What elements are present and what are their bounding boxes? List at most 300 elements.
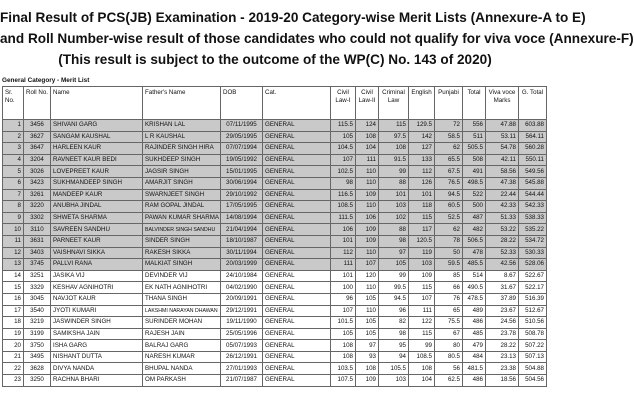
result-title-line-2: and Roll Number-wise result of those candidates who could not qualify for viva voce (Annexure-F) [0, 31, 634, 46]
civil-law-1-cell: 107 [331, 154, 356, 166]
dob-cell: 14/08/1994 [221, 212, 263, 224]
punjabi-cell: 58.5 [435, 131, 463, 143]
punjabi-cell: 94.5 [435, 189, 463, 201]
father-name-cell: RAKESH SIKKA [143, 247, 221, 259]
roll-no-cell: 3456 [24, 120, 51, 132]
punjabi-cell: 62 [435, 224, 463, 236]
table-row [3, 282, 547, 294]
civil-law-2-cell: 109 [356, 375, 379, 387]
name-cell: HARLEEN KAUR [51, 143, 143, 155]
civil-law-1-cell: 107.5 [331, 375, 356, 387]
civil-law-1-cell: 100 [331, 282, 356, 294]
roll-no-cell: 3204 [24, 154, 51, 166]
punjabi-cell: 75.5 [435, 317, 463, 329]
criminal-law-cell: 103 [379, 201, 409, 213]
name-cell: JASIKA VIJ [51, 270, 143, 282]
roll-no-cell: 3423 [24, 177, 51, 189]
viva-voce-cell: 53.11 [486, 131, 519, 143]
total-cell: 478 [463, 247, 486, 259]
dob-cell: 20/09/1991 [221, 293, 263, 305]
total-cell: 498.5 [463, 177, 486, 189]
total-cell: 484 [463, 351, 486, 363]
civil-law-2-cell: 110 [356, 177, 379, 189]
name-cell: PALLVI RANA [51, 259, 143, 271]
category-cell: GENERAL [263, 317, 331, 329]
category-cell: GENERAL [263, 166, 331, 178]
category-cell: GENERAL [263, 247, 331, 259]
section-title: General Category - Merit List [2, 77, 90, 84]
dob-cell: 07/11/1995 [221, 120, 263, 132]
civil-law-2-cell: 105 [356, 328, 379, 340]
table-row [3, 351, 547, 363]
sr-no-cell: 17 [3, 305, 24, 317]
civil-law-2-cell: 109 [356, 235, 379, 247]
civil-law-1-cell: 112 [331, 247, 356, 259]
table-row [3, 131, 547, 143]
table-row [3, 293, 547, 305]
father-name-cell: BALVINDER SINGH SANDHU [143, 224, 221, 236]
civil-law-2-cell: 124 [356, 120, 379, 132]
sr-no-cell: 9 [3, 212, 24, 224]
punjabi-cell: 65.5 [435, 154, 463, 166]
viva-voce-cell: 53.22 [486, 224, 519, 236]
result-title-line-3: (This result is subject to the outcome of the WP(C) No. 143 of 2020) [58, 52, 492, 67]
punjabi-cell: 59.5 [435, 259, 463, 271]
name-cell: SUKHMANDEEP SINGH [51, 177, 143, 189]
english-cell: 109 [409, 270, 435, 282]
punjabi-cell: 62.5 [435, 375, 463, 387]
english-cell: 108.5 [409, 351, 435, 363]
father-name-cell: DEVINDER VIJ [143, 270, 221, 282]
dob-cell: 29/10/1992 [221, 189, 263, 201]
sr-no-cell: 6 [3, 177, 24, 189]
viva-voce-cell: 31.67 [486, 282, 519, 294]
roll-no-cell: 3219 [24, 317, 51, 329]
sr-no-cell: 7 [3, 189, 24, 201]
category-cell: GENERAL [263, 212, 331, 224]
viva-voce-cell: 23.38 [486, 363, 519, 375]
english-cell: 115 [409, 212, 435, 224]
punjabi-cell: 66 [435, 282, 463, 294]
category-cell: GENERAL [263, 120, 331, 132]
english-cell: 142 [409, 131, 435, 143]
civil-law-1-cell: 116.5 [331, 189, 356, 201]
total-cell: 486 [463, 317, 486, 329]
civil-law-2-cell: 93 [356, 351, 379, 363]
english-cell: 115 [409, 282, 435, 294]
category-cell: GENERAL [263, 351, 331, 363]
name-cell: NISHANT DUTTA [51, 351, 143, 363]
civil-law-2-cell: 105 [356, 317, 379, 329]
civil-law-1-cell: 105 [331, 328, 356, 340]
sr-no-cell: 13 [3, 259, 24, 271]
name-cell: PARNEET KAUR [51, 235, 143, 247]
total-cell: 486 [463, 375, 486, 387]
grand-total-cell: 504.56 [519, 375, 547, 387]
dob-cell: 19/05/1992 [221, 154, 263, 166]
civil-law-2-cell: 106 [356, 212, 379, 224]
viva-voce-cell: 23.78 [486, 328, 519, 340]
category-cell: GENERAL [263, 131, 331, 143]
sr-no-cell: 5 [3, 166, 24, 178]
english-cell: 103 [409, 259, 435, 271]
grand-total-cell: 560.28 [519, 143, 547, 155]
civil-law-2-cell: 108 [356, 363, 379, 375]
name-cell: RACHNA BHARI [51, 375, 143, 387]
roll-no-cell: 3745 [24, 259, 51, 271]
name-cell: RAVNEET KAUR BEDI [51, 154, 143, 166]
father-name-cell: OM PARKASH [143, 375, 221, 387]
total-cell: 482 [463, 224, 486, 236]
sr-no-cell: 1 [3, 120, 24, 132]
sr-no-cell: 11 [3, 235, 24, 247]
roll-no-cell: 3540 [24, 305, 51, 317]
civil-law-1-cell: 111.5 [331, 212, 356, 224]
english-cell: 111 [409, 305, 435, 317]
punjabi-cell: 65 [435, 305, 463, 317]
category-cell: GENERAL [263, 235, 331, 247]
sr-no-cell: 2 [3, 131, 24, 143]
criminal-law-cell: 98 [379, 328, 409, 340]
criminal-law-cell: 97.5 [379, 131, 409, 143]
criminal-law-cell: 102 [379, 212, 409, 224]
column-header: Criminal Law [379, 87, 409, 120]
civil-law-2-cell: 110 [356, 282, 379, 294]
table-row [3, 305, 547, 317]
english-cell: 122 [409, 317, 435, 329]
criminal-law-cell: 99 [379, 166, 409, 178]
name-cell: JASWINDER SINGH [51, 317, 143, 329]
viva-voce-cell: 22.44 [486, 189, 519, 201]
total-cell: 485.5 [463, 259, 486, 271]
criminal-law-cell: 99 [379, 270, 409, 282]
sr-no-cell: 8 [3, 201, 24, 213]
viva-voce-cell: 24.56 [486, 317, 519, 329]
name-cell: ISHA GARG [51, 340, 143, 352]
category-cell: GENERAL [263, 143, 331, 155]
english-cell: 104 [409, 375, 435, 387]
table-row [3, 154, 547, 166]
table-row [3, 189, 547, 201]
dob-cell: 15/01/1995 [221, 166, 263, 178]
name-cell: JYOTI KUMARI [51, 305, 143, 317]
name-cell: ANUBHA JINDAL [51, 201, 143, 213]
dob-cell: 07/07/1994 [221, 143, 263, 155]
column-header: DOB [221, 87, 263, 120]
table-row [3, 259, 547, 271]
roll-no-cell: 3750 [24, 340, 51, 352]
punjabi-cell: 85 [435, 270, 463, 282]
total-cell: 514 [463, 270, 486, 282]
grand-total-cell: 512.67 [519, 305, 547, 317]
name-cell: DIVYA NANDA [51, 363, 143, 375]
dob-cell: 05/07/1993 [221, 340, 263, 352]
roll-no-cell: 3261 [24, 189, 51, 201]
sr-no-cell: 23 [3, 375, 24, 387]
column-header: Punjabi [435, 87, 463, 120]
father-name-cell: L R KAUSHAL [143, 131, 221, 143]
civil-law-2-cell: 108 [356, 131, 379, 143]
table-row [3, 328, 547, 340]
category-cell: GENERAL [263, 375, 331, 387]
civil-law-2-cell: 104 [356, 143, 379, 155]
criminal-law-cell: 96 [379, 305, 409, 317]
english-cell: 119 [409, 247, 435, 259]
viva-voce-cell: 51.33 [486, 212, 519, 224]
father-name-cell: RAJESH JAIN [143, 328, 221, 340]
dob-cell: 27/01/1993 [221, 363, 263, 375]
punjabi-cell: 62 [435, 143, 463, 155]
viva-voce-cell: 18.56 [486, 375, 519, 387]
roll-no-cell: 3647 [24, 143, 51, 155]
dob-cell: 18/10/1987 [221, 235, 263, 247]
column-header: G. Total [519, 87, 547, 120]
total-cell: 500 [463, 201, 486, 213]
column-header: Cat. [263, 87, 331, 120]
category-cell: GENERAL [263, 363, 331, 375]
total-cell: 489 [463, 305, 486, 317]
grand-total-cell: 504.88 [519, 363, 547, 375]
dob-cell: 20/03/1999 [221, 259, 263, 271]
father-name-cell: PAWAN KUMAR SHARMA [143, 212, 221, 224]
punjabi-cell: 50 [435, 247, 463, 259]
table-row [3, 363, 547, 375]
column-header: Sr. No. [3, 87, 24, 120]
viva-voce-cell: 23.13 [486, 351, 519, 363]
total-cell: 481.5 [463, 363, 486, 375]
name-cell: SHIVANI GARG [51, 120, 143, 132]
merit-list-table [2, 86, 547, 387]
viva-voce-cell: 8.67 [486, 270, 519, 282]
criminal-law-cell: 95 [379, 340, 409, 352]
punjabi-cell: 72 [435, 120, 463, 132]
sr-no-cell: 16 [3, 293, 24, 305]
dob-cell: 17/05/1995 [221, 201, 263, 213]
grand-total-cell: 522.67 [519, 270, 547, 282]
name-cell: NAVJOT KAUR [51, 293, 143, 305]
category-cell: GENERAL [263, 305, 331, 317]
civil-law-1-cell: 115.5 [331, 120, 356, 132]
name-cell: SHWETA SHARMA [51, 212, 143, 224]
viva-voce-cell: 47.38 [486, 177, 519, 189]
viva-voce-cell: 42.56 [486, 259, 519, 271]
total-cell: 508 [463, 154, 486, 166]
total-cell: 485 [463, 328, 486, 340]
category-cell: GENERAL [263, 282, 331, 294]
viva-voce-cell: 37.89 [486, 293, 519, 305]
roll-no-cell: 3110 [24, 224, 51, 236]
father-name-cell: THANA SINGH [143, 293, 221, 305]
criminal-law-cell: 98 [379, 235, 409, 247]
dob-cell: 24/10/1984 [221, 270, 263, 282]
category-cell: GENERAL [263, 201, 331, 213]
sr-no-cell: 19 [3, 328, 24, 340]
criminal-law-cell: 94.5 [379, 293, 409, 305]
column-header: Roll No. [24, 87, 51, 120]
merit-list-frame [2, 86, 546, 416]
civil-law-2-cell: 109 [356, 224, 379, 236]
grand-total-cell: 530.33 [519, 247, 547, 259]
punjabi-cell: 67 [435, 328, 463, 340]
dob-cell: 25/05/1996 [221, 328, 263, 340]
english-cell: 112 [409, 166, 435, 178]
criminal-law-cell: 103 [379, 375, 409, 387]
roll-no-cell: 3329 [24, 282, 51, 294]
civil-law-1-cell: 101 [331, 235, 356, 247]
roll-no-cell: 3220 [24, 201, 51, 213]
punjabi-cell: 80 [435, 340, 463, 352]
total-cell: 511 [463, 131, 486, 143]
total-cell: 505.5 [463, 143, 486, 155]
column-header: Civil Law-I [331, 87, 356, 120]
viva-voce-cell: 47.88 [486, 120, 519, 132]
sr-no-cell: 4 [3, 154, 24, 166]
roll-no-cell: 3251 [24, 270, 51, 282]
dob-cell: 30/06/1994 [221, 177, 263, 189]
english-cell: 117 [409, 224, 435, 236]
father-name-cell: SINDER SINGH [143, 235, 221, 247]
civil-law-1-cell: 105 [331, 131, 356, 143]
father-name-cell: EK NATH AGNIHOTRI [143, 282, 221, 294]
name-cell: SANGAM KAUSHAL [51, 131, 143, 143]
dob-cell: 21/07/1987 [221, 375, 263, 387]
roll-no-cell: 3045 [24, 293, 51, 305]
civil-law-1-cell: 101.5 [331, 317, 356, 329]
table-row [3, 270, 547, 282]
column-header: English [409, 87, 435, 120]
name-cell: SAMIKSHA JAIN [51, 328, 143, 340]
civil-law-2-cell: 120 [356, 270, 379, 282]
civil-law-2-cell: 110 [356, 166, 379, 178]
dob-cell: 29/05/1995 [221, 131, 263, 143]
punjabi-cell: 56 [435, 363, 463, 375]
father-name-cell: SUKHDEEP SINGH [143, 154, 221, 166]
father-name-cell: NARESH KUMAR [143, 351, 221, 363]
grand-total-cell: 535.22 [519, 224, 547, 236]
father-name-cell: BALRAJ GARG [143, 340, 221, 352]
table-row [3, 177, 547, 189]
criminal-law-cell: 91.5 [379, 154, 409, 166]
civil-law-1-cell: 107 [331, 305, 356, 317]
father-name-cell: LAKSHMI NARAYAN DHAWAN [143, 305, 221, 317]
total-cell: 522 [463, 189, 486, 201]
civil-law-1-cell: 101 [331, 270, 356, 282]
total-cell: 479 [463, 340, 486, 352]
grand-total-cell: 538.33 [519, 212, 547, 224]
total-cell: 490.5 [463, 282, 486, 294]
criminal-law-cell: 82 [379, 317, 409, 329]
dob-cell: 21/04/1994 [221, 224, 263, 236]
punjabi-cell: 78 [435, 235, 463, 247]
category-cell: GENERAL [263, 224, 331, 236]
category-cell: GENERAL [263, 177, 331, 189]
sr-no-cell: 14 [3, 270, 24, 282]
table-row [3, 375, 547, 387]
column-header: Father's Name [143, 87, 221, 120]
sr-no-cell: 21 [3, 351, 24, 363]
viva-voce-cell: 52.33 [486, 247, 519, 259]
table-row [3, 317, 547, 329]
civil-law-1-cell: 111 [331, 259, 356, 271]
civil-law-2-cell: 110 [356, 247, 379, 259]
civil-law-1-cell: 108.5 [331, 201, 356, 213]
roll-no-cell: 3250 [24, 375, 51, 387]
name-cell: LOVEPREET KAUR [51, 166, 143, 178]
table-row [3, 247, 547, 259]
viva-voce-cell: 54.78 [486, 143, 519, 155]
column-header: Viva voce Marks [486, 87, 519, 120]
result-title-line-1: Final Result of PCS(JB) Examination - 2019-20 Category-wise Merit Lists (Annexure-A to E) [0, 10, 586, 25]
criminal-law-cell: 115 [379, 120, 409, 132]
grand-total-cell: 549.56 [519, 166, 547, 178]
viva-voce-cell: 42.33 [486, 201, 519, 213]
name-cell: VAISHNAVI SIKKA [51, 247, 143, 259]
grand-total-cell: 507.22 [519, 340, 547, 352]
father-name-cell: AMARJIT SINGH [143, 177, 221, 189]
table-row [3, 201, 547, 213]
category-cell: GENERAL [263, 270, 331, 282]
grand-total-cell: 603.88 [519, 120, 547, 132]
civil-law-2-cell: 107 [356, 259, 379, 271]
grand-total-cell: 510.56 [519, 317, 547, 329]
civil-law-2-cell: 110 [356, 305, 379, 317]
criminal-law-cell: 105.5 [379, 363, 409, 375]
grand-total-cell: 564.11 [519, 131, 547, 143]
dob-cell: 26/12/1991 [221, 351, 263, 363]
dob-cell: 19/11/1990 [221, 317, 263, 329]
civil-law-1-cell: 104.5 [331, 143, 356, 155]
name-cell: KESHAV AGNIHOTRI [51, 282, 143, 294]
table-row [3, 120, 547, 132]
roll-no-cell: 3495 [24, 351, 51, 363]
sr-no-cell: 20 [3, 340, 24, 352]
category-cell: GENERAL [263, 328, 331, 340]
grand-total-cell: 550.11 [519, 154, 547, 166]
english-cell: 107 [409, 293, 435, 305]
civil-law-2-cell: 109 [356, 189, 379, 201]
table-row [3, 224, 547, 236]
punjabi-cell: 76.5 [435, 177, 463, 189]
grand-total-cell: 507.13 [519, 351, 547, 363]
roll-no-cell: 3631 [24, 235, 51, 247]
criminal-law-cell: 88 [379, 177, 409, 189]
table-body [3, 120, 547, 387]
punjabi-cell: 76 [435, 293, 463, 305]
roll-no-cell: 3628 [24, 363, 51, 375]
roll-no-cell: 3302 [24, 212, 51, 224]
civil-law-2-cell: 105 [356, 293, 379, 305]
criminal-law-cell: 97 [379, 247, 409, 259]
civil-law-2-cell: 97 [356, 340, 379, 352]
sr-no-cell: 18 [3, 317, 24, 329]
column-header: Civil Law-II [356, 87, 379, 120]
english-cell: 99 [409, 340, 435, 352]
category-cell: GENERAL [263, 259, 331, 271]
punjabi-cell: 60.5 [435, 201, 463, 213]
grand-total-cell: 542.33 [519, 201, 547, 213]
table-row [3, 235, 547, 247]
table-row [3, 143, 547, 155]
sr-no-cell: 10 [3, 224, 24, 236]
viva-voce-cell: 23.67 [486, 305, 519, 317]
total-cell: 506.5 [463, 235, 486, 247]
english-cell: 126 [409, 177, 435, 189]
father-name-cell: MALKIAT SINGH [143, 259, 221, 271]
sr-no-cell: 3 [3, 143, 24, 155]
civil-law-1-cell: 96 [331, 293, 356, 305]
total-cell: 478.5 [463, 293, 486, 305]
english-cell: 129.5 [409, 120, 435, 132]
